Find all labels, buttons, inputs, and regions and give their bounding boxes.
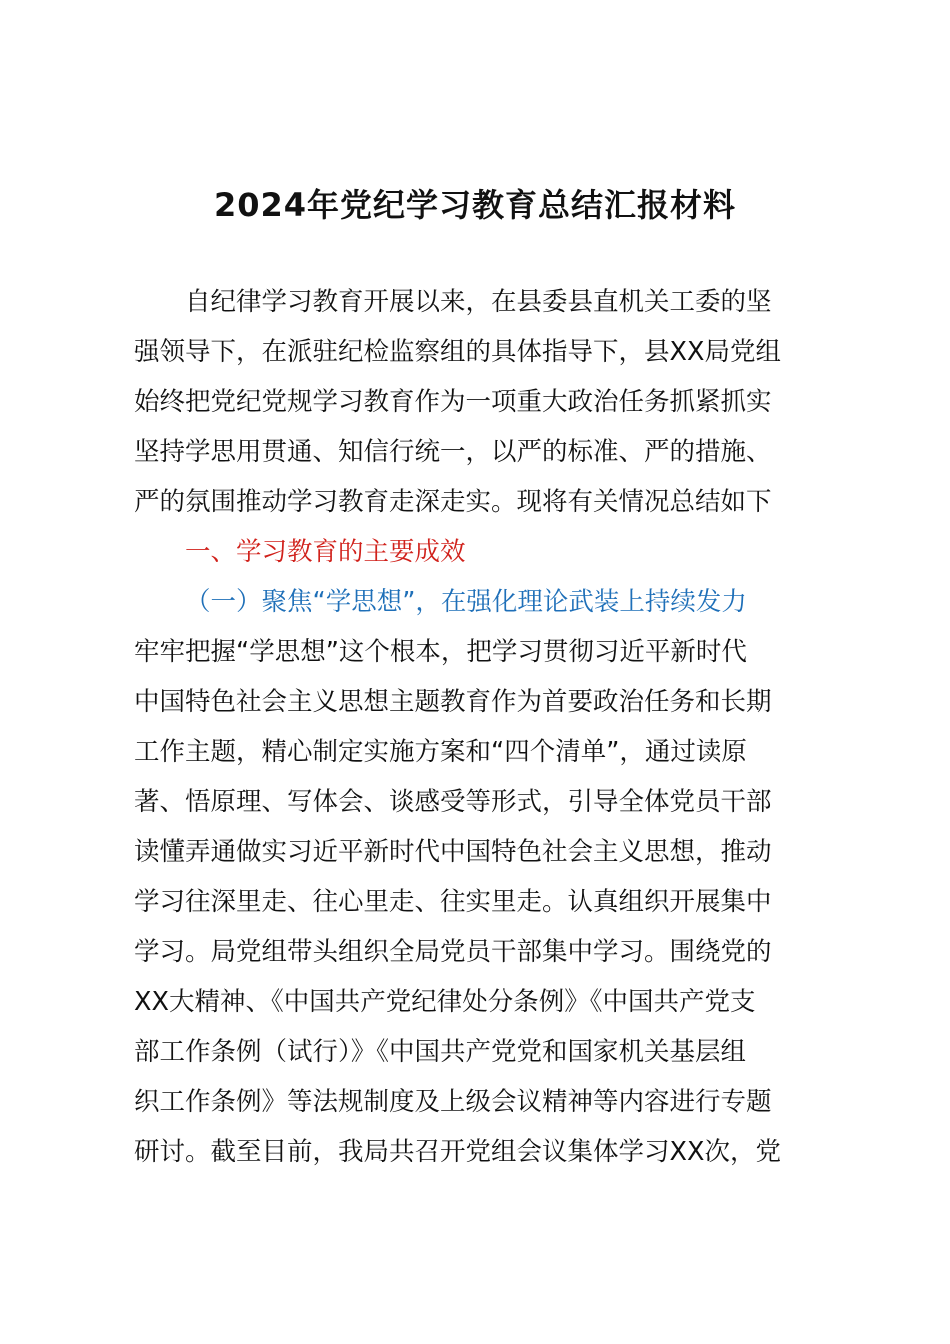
paragraph-line: 著、悟原理、写体会、谈感受等形式，引导全体党员干部 xyxy=(134,787,772,817)
paragraph-line: 学习往深里走、往心里走、往实里走。认真组织开展集中 xyxy=(134,887,772,917)
section-heading: 一、学习教育的主要成效 xyxy=(185,537,466,567)
subsection-heading: （一）聚焦“学思想”，在强化理论武装上持续发力 xyxy=(185,587,747,617)
paragraph-line: 始终把党纪党规学习教育作为一项重大政治任务抓紧抓实 xyxy=(134,387,772,417)
paragraph-line: 坚持学思用贯通、知信行统一，以严的标准、严的措施、 xyxy=(134,437,772,467)
document-title: 2024年党纪学习教育总结汇报材料 xyxy=(213,186,737,224)
paragraph-line: 自纪律学习教育开展以来，在县委县直机关工委的坚 xyxy=(185,287,772,317)
paragraph-line: XX大精神、《中国共产党纪律处分条例》《中国共产党支 xyxy=(134,987,756,1017)
paragraph-line: 读懂弄通做实习近平新时代中国特色社会主义思想，推动 xyxy=(134,837,772,867)
paragraph-line: 强领导下，在派驻纪检监察组的具体指导下，县XX局党组 xyxy=(134,337,781,367)
paragraph-line: 研讨。截至目前，我局共召开党组会议集体学习XX次，党 xyxy=(134,1137,781,1167)
paragraph-line: 部工作条例（试行）》《中国共产党党和国家机关基层组 xyxy=(134,1037,747,1067)
paragraph-line: 工作主题，精心制定实施方案和“四个清单”，通过读原 xyxy=(134,737,747,767)
paragraph-line: 织工作条例》等法规制度及上级会议精神等内容进行专题 xyxy=(134,1087,772,1117)
paragraph-line: 学习。局党组带头组织全局党员干部集中学习。围绕党的 xyxy=(134,937,772,967)
paragraph-line: 牢牢把握“学思想”这个根本，把学习贯彻习近平新时代 xyxy=(134,637,747,667)
paragraph-line: 中国特色社会主义思想主题教育作为首要政治任务和长期 xyxy=(134,687,772,717)
paragraph-line: 严的氛围推动学习教育走深走实。现将有关情况总结如下 xyxy=(134,487,772,517)
